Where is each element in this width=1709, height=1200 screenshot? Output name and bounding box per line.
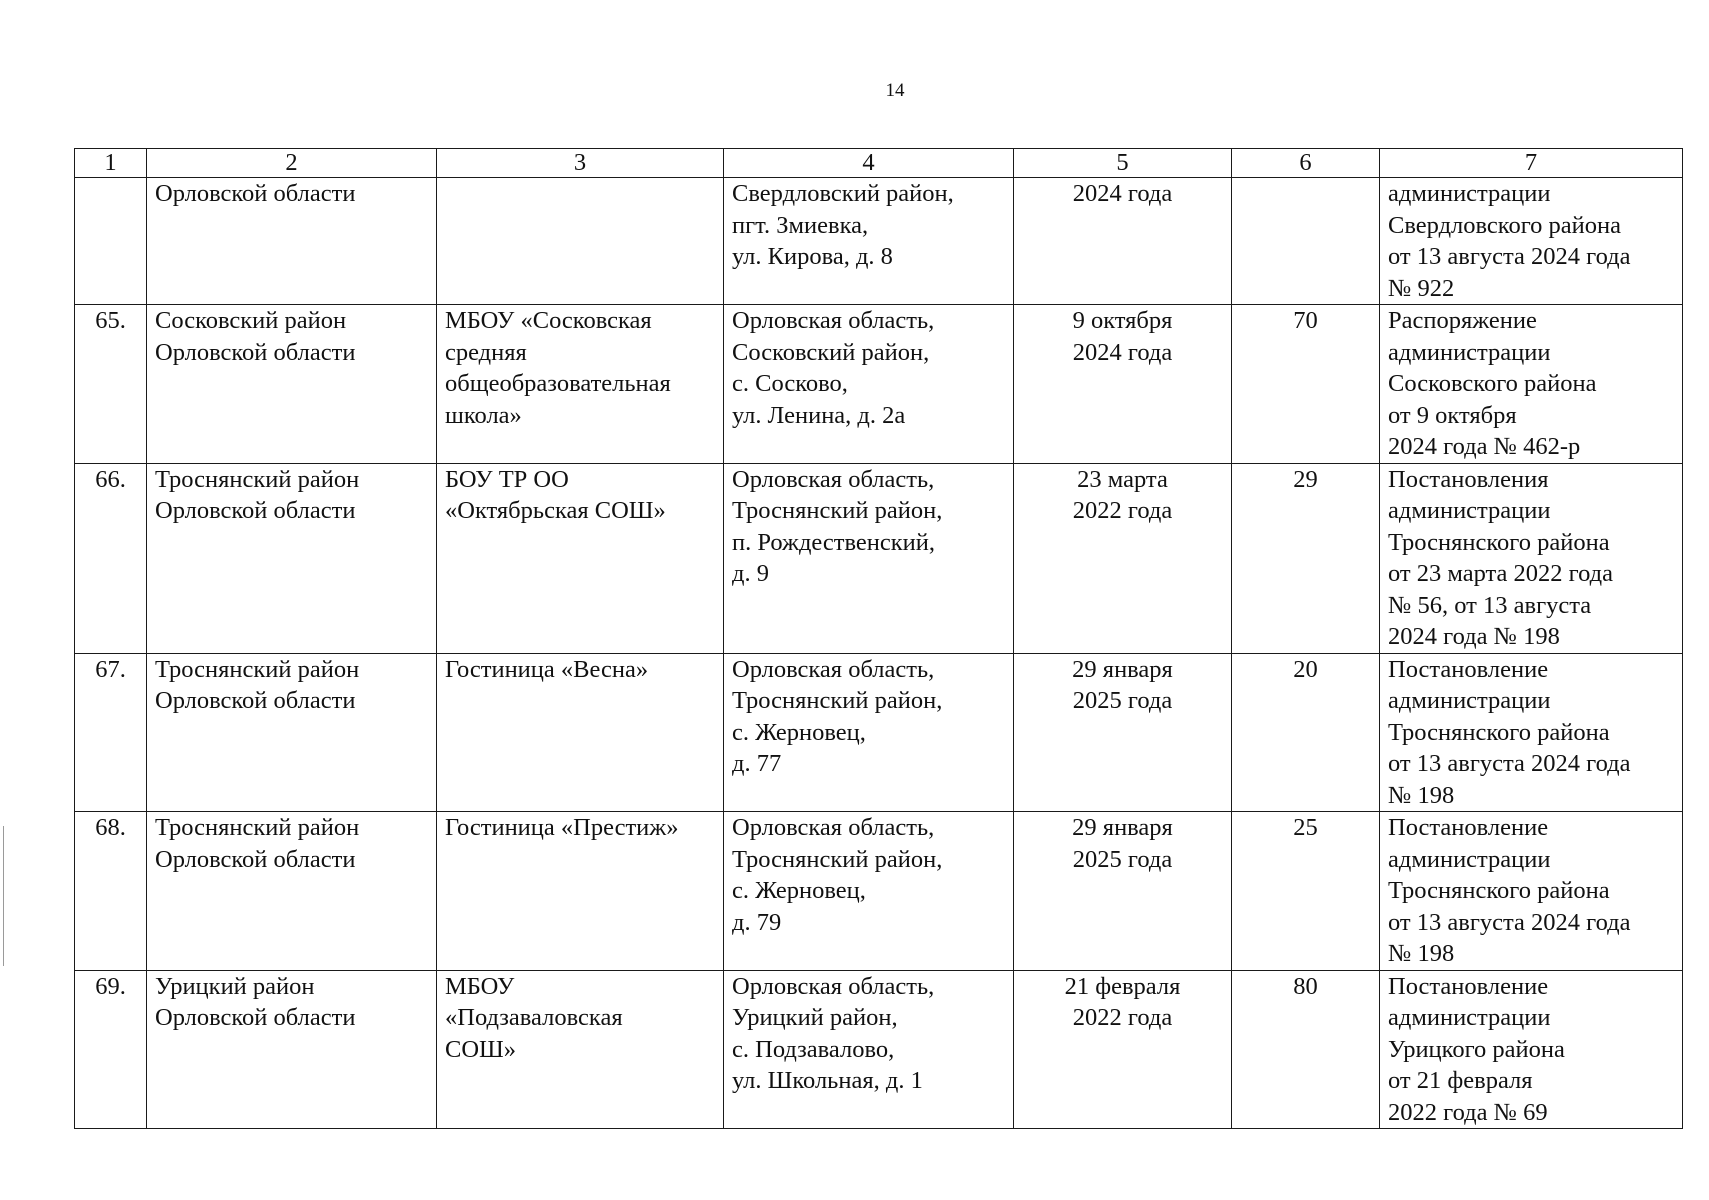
- table-row: [75, 812, 1683, 971]
- document-cell: Постановление администрации Урицкого района от 21 февраля 2022 года № 69: [1380, 970, 1683, 1129]
- address-cell: Орловская область, Сосковский район, с. Сосково, ул. Ленина, д. 2а: [724, 305, 1014, 464]
- address-cell: Орловская область, Троснянский район, с. Жерновец, д. 77: [724, 653, 1014, 812]
- column-header: 3: [437, 149, 724, 178]
- column-header: 5: [1014, 149, 1232, 178]
- row-number-cell: 65.: [75, 305, 147, 464]
- document-table: [74, 148, 1683, 1129]
- table-row: [75, 463, 1683, 653]
- address-cell: Свердловский район, пгт. Змиевка, ул. Кирова, д. 8: [724, 178, 1014, 305]
- column-header: 1: [75, 149, 147, 178]
- district-cell: Троснянский район Орловской области: [147, 463, 437, 653]
- column-header: 7: [1380, 149, 1683, 178]
- scan-artifact-line: [3, 826, 4, 966]
- document-cell: Постановление администрации Троснянского района от 13 августа 2024 года № 198: [1380, 812, 1683, 971]
- table-header-row: [75, 149, 1683, 178]
- table-row: [75, 178, 1683, 305]
- date-cell: 21 февраля 2022 года: [1014, 970, 1232, 1129]
- district-cell: Орловской области: [147, 178, 437, 305]
- capacity-cell: 29: [1232, 463, 1380, 653]
- address-cell: Орловская область, Урицкий район, с. Подзавалово, ул. Школьная, д. 1: [724, 970, 1014, 1129]
- row-number-cell: 68.: [75, 812, 147, 971]
- row-number-cell: 69.: [75, 970, 147, 1129]
- capacity-cell: 20: [1232, 653, 1380, 812]
- capacity-cell: 25: [1232, 812, 1380, 971]
- district-cell: Сосковский район Орловской области: [147, 305, 437, 464]
- column-header: 6: [1232, 149, 1380, 178]
- date-cell: 23 марта 2022 года: [1014, 463, 1232, 653]
- organization-cell: Гостиница «Престиж»: [437, 812, 724, 971]
- column-header: 4: [724, 149, 1014, 178]
- row-number-cell: 66.: [75, 463, 147, 653]
- organization-cell: МБОУ «Подзаваловская СОШ»: [437, 970, 724, 1129]
- district-cell: Урицкий район Орловской области: [147, 970, 437, 1129]
- column-header: 2: [147, 149, 437, 178]
- organization-cell: Гостиница «Весна»: [437, 653, 724, 812]
- address-cell: Орловская область, Троснянский район, с. Жерновец, д. 79: [724, 812, 1014, 971]
- row-number-cell: 67.: [75, 653, 147, 812]
- capacity-cell: 80: [1232, 970, 1380, 1129]
- capacity-cell: 70: [1232, 305, 1380, 464]
- page-number: 14: [885, 80, 905, 101]
- date-cell: 2024 года: [1014, 178, 1232, 305]
- document-cell: администрации Свердловского района от 13 августа 2024 года № 922: [1380, 178, 1683, 305]
- organization-cell: БОУ ТР ОО «Октябрьская СОШ»: [437, 463, 724, 653]
- document-cell: Постановления администрации Троснянского района от 23 марта 2022 года № 56, от 13 августа 2024 года № 198: [1380, 463, 1683, 653]
- organization-cell: МБОУ «Сосковская средняя общеобразовательная школа»: [437, 305, 724, 464]
- document-cell: Распоряжение администрации Сосковского района от 9 октября 2024 года № 462-р: [1380, 305, 1683, 464]
- address-cell: Орловская область, Троснянский район, п. Рождественский, д. 9: [724, 463, 1014, 653]
- capacity-cell: [1232, 178, 1380, 305]
- table-row: [75, 305, 1683, 464]
- district-cell: Троснянский район Орловской области: [147, 812, 437, 971]
- date-cell: 9 октября 2024 года: [1014, 305, 1232, 464]
- table-row: [75, 970, 1683, 1129]
- organization-cell: [437, 178, 724, 305]
- district-cell: Троснянский район Орловской области: [147, 653, 437, 812]
- table-row: [75, 653, 1683, 812]
- document-cell: Постановление администрации Троснянского района от 13 августа 2024 года № 198: [1380, 653, 1683, 812]
- date-cell: 29 января 2025 года: [1014, 812, 1232, 971]
- date-cell: 29 января 2025 года: [1014, 653, 1232, 812]
- row-number-cell: [75, 178, 147, 305]
